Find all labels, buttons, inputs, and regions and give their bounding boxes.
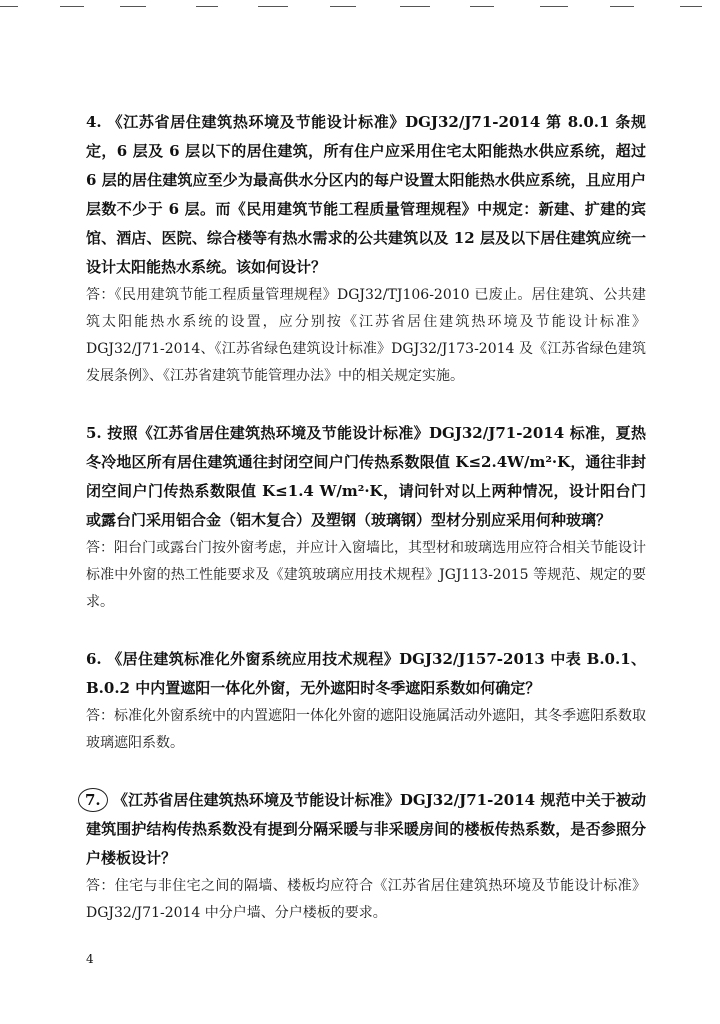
item-number: 5. bbox=[86, 424, 102, 442]
answer: 答：住宅与非住宅之间的隔墙、楼板均应符合《江苏省居住建筑热环境及节能设计标准》DGJ32/J71-2014 中分户墙、分户楼板的要求。 bbox=[86, 878, 646, 921]
answer: 答：《民用建筑节能工程质量管理规程》DGJ32/TJ106-2010 已废止。居住建筑、公共建筑太阳能热水系统的设置，应分别按《江苏省居住建筑热环境及节能设计标准》DGJ32/J71-2014、《江苏省绿色建筑设计标准》DGJ32/J173-2014 及《江苏省绿色建筑发展条例》、《江苏省建筑节能管理办法》中的相关规定实施。 bbox=[86, 287, 646, 384]
item-number-circled: 7. bbox=[78, 788, 108, 812]
item-number: 4. bbox=[86, 113, 102, 131]
question-text: 《江苏省居住建筑热环境及节能设计标准》DGJ32/J71-2014 第 8.0.1 条规定，6 层及 6 层以下的居住建筑，所有住户应采用住宅太阳能热水供应系统，超过 6 层的居住建筑应至少为最高供水分区内的每户设置太阳能热水供应系统，且应用户层数不少于 6 层。而《民用建筑节能工程质量管理规程》中规定：新建、扩建的宾馆、酒店、医院、综合楼等有热水需求的公共建筑以及 12 层及以下居住建筑应统一设计太阳能热水系统。该如何设计？ bbox=[86, 113, 646, 276]
qa-item-7 bbox=[86, 786, 646, 927]
qa-item-4 bbox=[86, 108, 646, 390]
qa-item-5 bbox=[86, 419, 646, 616]
question bbox=[86, 108, 646, 282]
answer: 答：标准化外窗系统中的内置遮阳一体化外窗的遮阳设施属活动外遮阳，其冬季遮阳系数取玻璃遮阳系数。 bbox=[86, 708, 646, 751]
question-text: 《江苏省居住建筑热环境及节能设计标准》DGJ32/J71-2014 规范中关于被动建筑围护结构传热系数没有提到分隔采暖与非采暖房间的楼板传热系数，是否参照分户楼板设计？ bbox=[86, 791, 646, 867]
answer: 答：阳台门或露台门按外窗考虑，并应计入窗墙比，其型材和玻璃选用应符合相关节能设计标准中外窗的热工性能要求及《建筑玻璃应用技术规程》JGJ113-2015 等规范、规定的要求。 bbox=[86, 540, 646, 610]
qa-item-6 bbox=[86, 645, 646, 757]
question-text: 《居住建筑标准化外窗系统应用技术规程》DGJ32/J157-2013 中表 B.0.1、B.0.2 中内置遮阳一体化外窗，无外遮阳时冬季遮阳系数如何确定？ bbox=[86, 650, 646, 697]
question bbox=[86, 786, 646, 873]
item-number: 6. bbox=[86, 650, 102, 668]
question-text: 按照《江苏省居住建筑热环境及节能设计标准》DGJ32/J71-2014 标准，夏热冬冷地区所有居住建筑通往封闭空间户门传热系数限值 K≤2.4W/m²·K，通往非封闭空间户门传热系数限值 K≤1.4 W/m²·K，请问针对以上两种情况，设计阳台门或露台门采用铝合金（铝木复合）及塑钢（玻璃钢）型材分别应采用何种玻璃？ bbox=[86, 424, 646, 529]
page-number: 4 bbox=[86, 952, 94, 966]
document-body bbox=[86, 108, 646, 956]
question bbox=[86, 419, 646, 535]
question bbox=[86, 645, 646, 703]
